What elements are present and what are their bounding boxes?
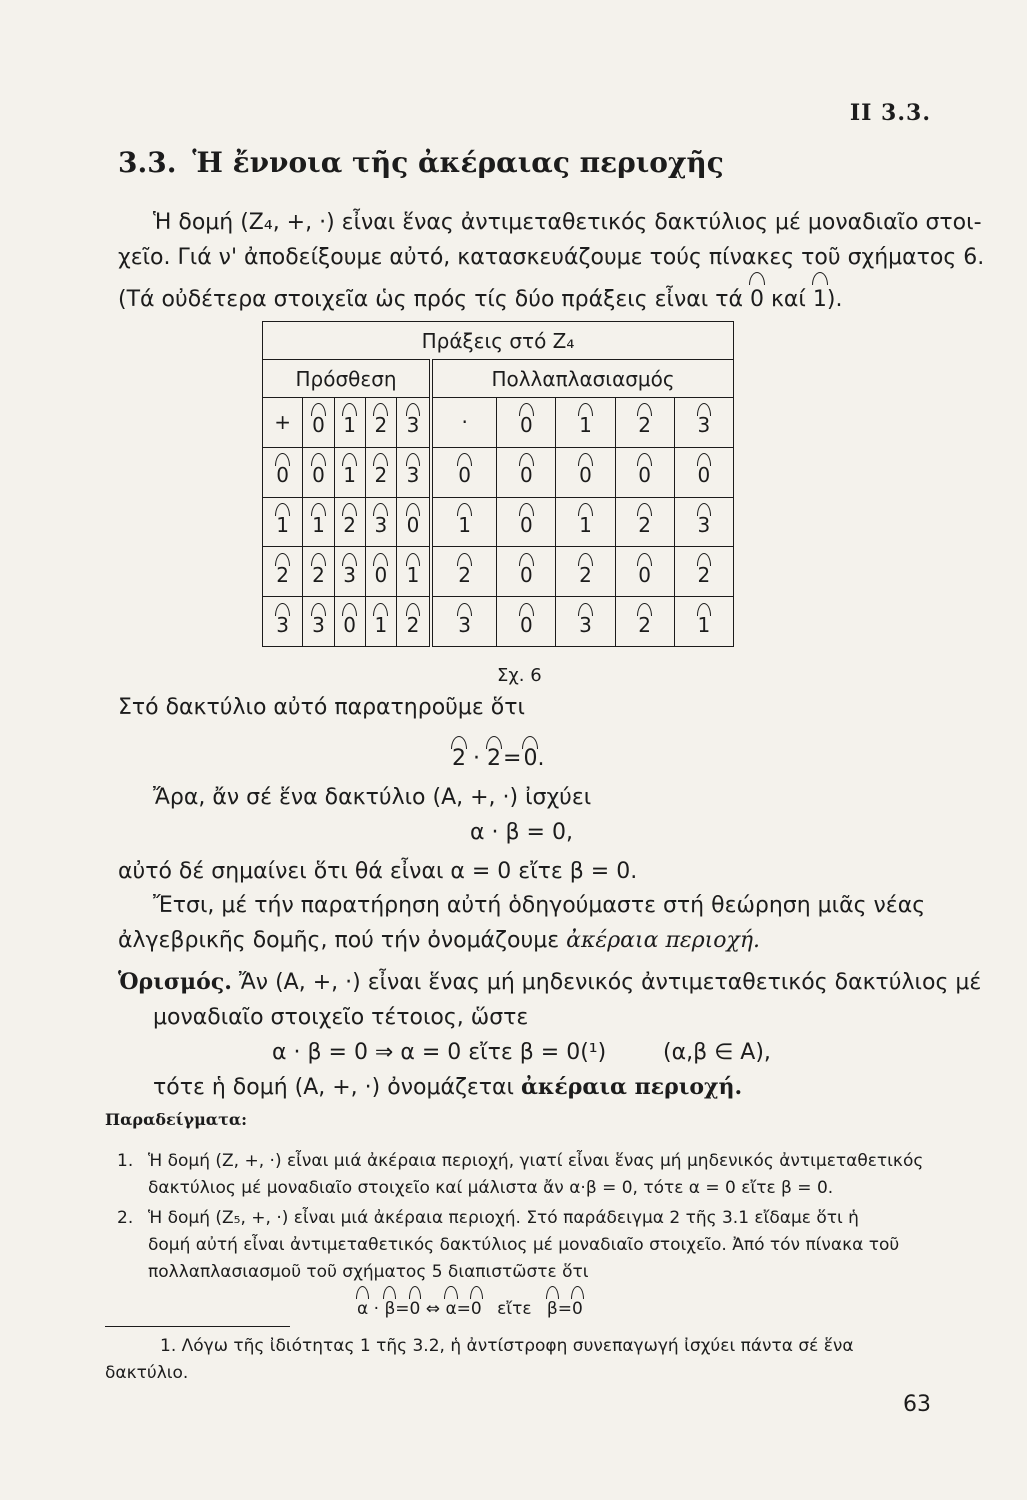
- table-cell: 1: [674, 597, 733, 647]
- footnote-line-1: 1. Λόγω τῆς ἰδιότητας 1 τῆς 3.2, ἡ ἀντίστροφη συνεπαγωγή ἰσχύει πάντα σέ ἕνα: [160, 1336, 854, 1356]
- operations-table: [262, 321, 734, 647]
- table-cell: 0: [497, 547, 556, 597]
- intro-line-3-end: ).: [826, 287, 843, 312]
- example-2-formula: α · β=0 ⇔ α=0 εἴτε β=0: [357, 1290, 583, 1323]
- example-2-line-2: δομή αὐτή εἶναι ἀντιμεταθετικός δακτύλιος μέ μοναδιαῖο στοιχεῖο. Ἀπό τόν πίνακα τοῦ: [148, 1235, 900, 1255]
- table-cell: 3: [674, 398, 733, 448]
- footnote-line-2: δακτύλιο.: [105, 1363, 189, 1383]
- table-cell: 1: [396, 547, 431, 597]
- example-1-line-2: δακτύλιος μέ μοναδιαῖο στοιχεῖο καί μάλιστα ἄν α·β = 0, τότε α = 0 εἴτε β = 0.: [148, 1178, 834, 1198]
- table-cell: 2: [303, 547, 334, 597]
- section-title: [118, 146, 724, 179]
- example-1-number: 1.: [117, 1151, 134, 1171]
- ara-text: Ἄρα, ἄν σέ ἕνα δακτύλιο (A, +, ·) ἰσχύει: [153, 785, 592, 810]
- row-header: 3: [431, 597, 497, 647]
- table-cell: 1: [334, 447, 365, 497]
- section-heading: Ἡ ἔννοια τῆς ἀκέραιας περιοχῆς: [192, 146, 724, 179]
- row-header: 1: [431, 497, 497, 547]
- row-header: 3: [263, 597, 303, 647]
- table-cell: 0: [497, 447, 556, 497]
- definition-formula: α · β = 0 ⇒ α = 0 εἴτε β = 0(¹): [272, 1040, 607, 1065]
- table-cell: 2: [615, 398, 674, 448]
- table-cell: 2: [615, 497, 674, 547]
- table-cell: 1: [556, 398, 615, 448]
- table-title: Πράξεις στό Z₄: [263, 322, 734, 360]
- neutral-zero: 0: [750, 276, 764, 317]
- table-cell: 0: [615, 447, 674, 497]
- definition-label: Ὁρισμός.: [118, 969, 232, 995]
- table-cell: 1: [303, 497, 334, 547]
- equation-alpha-beta: α · β = 0,: [470, 820, 573, 845]
- term-integral-domain-bold: ἀκέραια περιοχή.: [521, 1074, 743, 1100]
- table-cell: 0: [303, 447, 334, 497]
- table-cell: 2: [396, 597, 431, 647]
- table-cell: 0: [615, 547, 674, 597]
- definition-line-4: τότε ἡ δομή (A, +, ·) ὀνομάζεται ἀκέραια περιοχή.: [153, 1074, 743, 1100]
- table-cell: 3: [674, 497, 733, 547]
- etsi-line-2: ἀλγεβρικῆς δομῆς, πού τήν ὀνομάζουμε ἀκέραια περιοχή.: [118, 928, 761, 953]
- table-cell: 3: [556, 597, 615, 647]
- addition-header: Πρόσθεση: [263, 360, 432, 398]
- running-header: II 3.3.: [849, 100, 931, 126]
- definition-line-1: Ὁρισμός. Ἄν (A, +, ·) εἶναι ἕνας μή μηδενικός ἀντιμεταθετικός δακτύλιος μέ: [118, 969, 982, 995]
- section-number: 3.3.: [118, 146, 177, 179]
- table-cell: 0: [365, 547, 396, 597]
- figure-caption: Σχ. 6: [497, 665, 542, 686]
- table-cell: 2: [365, 447, 396, 497]
- intro-line-1: Ἡ δομή (Z₄, +, ·) εἶναι ἕνας ἀντιμεταθετικός δακτύλιος μέ μοναδιαῖο στοι-: [153, 210, 982, 235]
- table-cell: 3: [303, 597, 334, 647]
- definition-condition: (α,β ∈ A),: [663, 1040, 771, 1065]
- multiplication-operator: ·: [431, 398, 497, 448]
- table-cell: 0: [497, 398, 556, 448]
- definition-line-2: μοναδιαῖο στοιχεῖο τέτοιος, ὥστε: [153, 1005, 529, 1030]
- table-cell: 3: [365, 497, 396, 547]
- table-cell: 1: [556, 497, 615, 547]
- row-header: 1: [263, 497, 303, 547]
- equation-2-times-2: 2 · 2=0.: [452, 740, 544, 771]
- table-cell: 0: [556, 447, 615, 497]
- means-text: αὐτό δέ σημαίνει ὅτι θά εἶναι α = 0 εἴτε β = 0.: [118, 859, 638, 884]
- row-header: 2: [263, 547, 303, 597]
- example-2-number: 2.: [117, 1208, 134, 1228]
- table-cell: 2: [556, 547, 615, 597]
- multiplication-header: Πολλαπλασιασμός: [431, 360, 733, 398]
- row-header: 0: [263, 447, 303, 497]
- intro-line-3-and: καί: [770, 287, 806, 312]
- row-header: 2: [431, 547, 497, 597]
- table-cell: 0: [303, 398, 334, 448]
- table-cell: 3: [334, 547, 365, 597]
- footnote-rule: [105, 1326, 290, 1327]
- table-cell: 1: [365, 597, 396, 647]
- examples-label: Παραδείγματα:: [105, 1110, 248, 1129]
- table-cell: 3: [396, 398, 431, 448]
- table-cell: 0: [497, 497, 556, 547]
- table-cell: 2: [674, 547, 733, 597]
- table-cell: 2: [365, 398, 396, 448]
- etsi-line-1: Ἔτσι, μέ τήν παρατήρηση αὐτή ὁδηγούμαστε στή θεώρηση μιᾶς νέας: [153, 893, 926, 918]
- table-cell: 2: [615, 597, 674, 647]
- table-cell: 3: [396, 447, 431, 497]
- neutral-one: 1: [813, 276, 827, 317]
- term-integral-domain: ἀκέραια περιοχή.: [566, 928, 761, 953]
- row-header: 0: [431, 447, 497, 497]
- observation-text: Στό δακτύλιο αὐτό παρατηροῦμε ὅτι: [118, 695, 525, 720]
- table-cell: 0: [674, 447, 733, 497]
- table-cell: 0: [396, 497, 431, 547]
- page-number: 63: [903, 1392, 931, 1417]
- table-cell: 1: [334, 398, 365, 448]
- intro-line-3: [118, 276, 842, 317]
- intro-line-2: χεῖο. Γιά ν' ἀποδείξουμε αὐτό, κατασκευάζουμε τούς πίνακες τοῦ σχήματος 6.: [118, 245, 985, 270]
- addition-operator: +: [263, 398, 303, 448]
- table-cell: 2: [334, 497, 365, 547]
- example-2-line-1: Ἡ δομή (Z₅, +, ·) εἶναι μιά ἀκέραια περιοχή. Στό παράδειγμα 2 τῆς 3.1 εἴδαμε ὅτι ἡ: [148, 1208, 859, 1228]
- intro-line-3-text: (Τά οὐδέτερα στοιχεῖα ὡς πρός τίς δύο πράξεις εἶναι τά: [118, 287, 743, 312]
- table-cell: 0: [497, 597, 556, 647]
- table-cell: 0: [334, 597, 365, 647]
- example-2-line-3: πολλαπλασιασμοῦ τοῦ σχήματος 5 διαπιστῶστε ὅτι: [148, 1262, 589, 1282]
- example-1-line-1: Ἡ δομή (Z, +, ·) εἶναι μιά ἀκέραια περιοχή, γιατί εἶναι ἕνας μή μηδενικός ἀντιμεταθετικός: [148, 1151, 924, 1171]
